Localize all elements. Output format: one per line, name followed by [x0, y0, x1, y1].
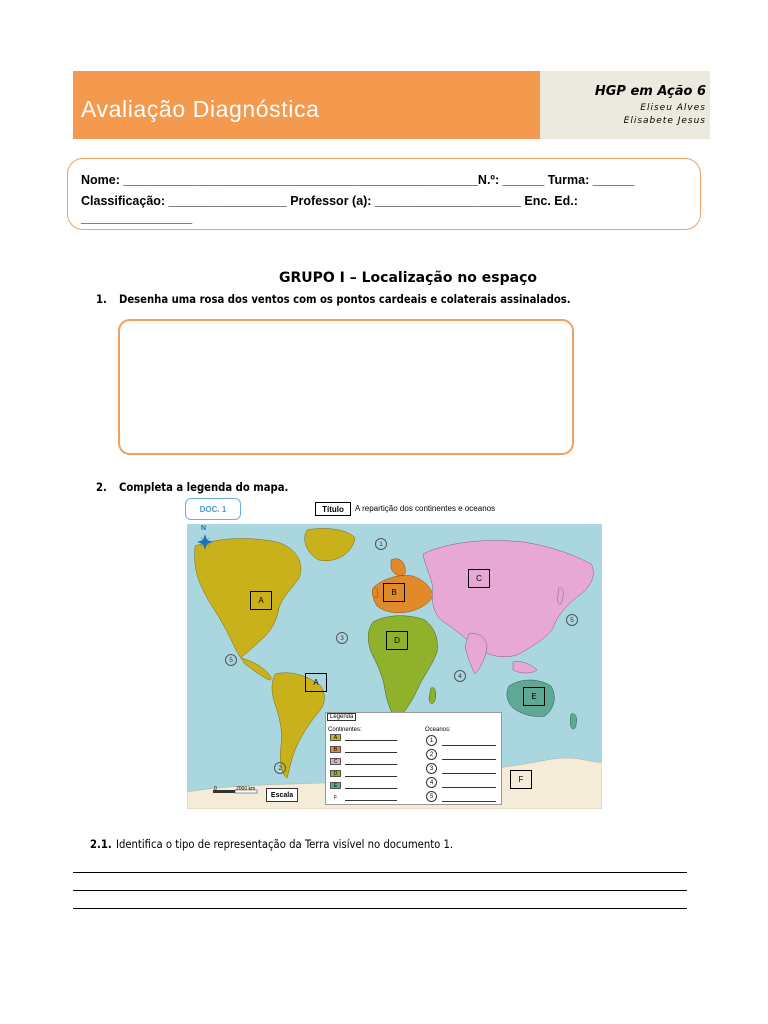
legend-answer-e[interactable]: [345, 788, 397, 789]
legend-swatch-f: F: [330, 794, 341, 801]
group-title: GRUPO I – Localização no espaço: [278, 270, 538, 286]
legend-swatch-c: C: [330, 758, 341, 765]
legend-ocean-2: 2: [426, 749, 437, 760]
legend-swatch-a: A: [330, 734, 341, 741]
answer-line-3[interactable]: [73, 908, 687, 909]
ocean-circle-4: 4: [454, 670, 466, 682]
answer-line-1[interactable]: [73, 872, 687, 873]
legend-answer-a[interactable]: [345, 740, 397, 741]
map-title: A repartição dos continentes e oceanos: [355, 504, 496, 513]
q2-text: Completa a legenda do mapa.: [119, 481, 289, 494]
legend-answer-c[interactable]: [345, 764, 397, 765]
legend-ocean-4: 4: [426, 777, 437, 788]
legend-answer-ocean-4[interactable]: [442, 787, 496, 788]
book-brand: HGP em Ação 6: [594, 84, 706, 99]
id-line-class[interactable]: Classificação: _________________ Professor (a): _____________________ Enc. Ed.:: [81, 194, 578, 208]
legend-ocean-5: 5: [426, 791, 437, 802]
legend-oceans-heading: Oceanos:: [425, 727, 451, 733]
legend-answer-ocean-3[interactable]: [442, 773, 496, 774]
q2-1-text: Identifica o tipo de representação da Terra visível no documento 1.: [116, 838, 454, 851]
id-line-guardian[interactable]: ________________: [81, 211, 193, 225]
continent-box-d[interactable]: D: [386, 631, 408, 650]
continent-box-f[interactable]: F: [510, 770, 532, 789]
legend-swatch-b: B: [330, 746, 341, 753]
continent-box-a-north[interactable]: A: [250, 591, 272, 610]
legend-answer-b[interactable]: [345, 752, 397, 753]
ocean-circle-3: 3: [336, 632, 348, 644]
legend-continents-heading: Continentes:: [328, 727, 362, 733]
new-zealand-shape: [570, 714, 576, 729]
q2-number: 2.: [96, 481, 107, 494]
continent-box-b[interactable]: B: [383, 583, 405, 602]
scale-zero: 0: [214, 786, 217, 792]
q1-number: 1.: [96, 293, 107, 306]
continent-box-e[interactable]: E: [523, 687, 545, 706]
legend-swatch-d: D: [330, 770, 341, 777]
doc-label: DOC. 1: [185, 498, 241, 520]
legend-answer-ocean-1[interactable]: [442, 745, 496, 746]
q1-text: Desenha uma rosa dos ventos com os pontos cardeais e colaterais assinalados.: [119, 293, 571, 306]
page-title: Avaliação Diagnóstica: [81, 96, 320, 122]
legend-ocean-3: 3: [426, 763, 437, 774]
legend-answer-ocean-2[interactable]: [442, 759, 496, 760]
compass-rose-answer-box[interactable]: [118, 319, 574, 455]
compass-n-label: N: [201, 525, 207, 532]
scale-km: 2000 km: [236, 786, 256, 792]
legend-title: Legenda: [327, 713, 356, 721]
q2-1-number: 2.1.: [90, 838, 112, 851]
author-1: Eliseu Alves: [640, 103, 706, 113]
scale-label: Escala: [266, 788, 298, 802]
ocean-circle-2: 2: [274, 762, 286, 774]
continent-box-c[interactable]: C: [468, 569, 490, 588]
map-title-tag: Título: [315, 502, 351, 516]
ocean-circle-5-right: 5: [566, 614, 578, 626]
id-line-name[interactable]: Nome: ___________________________________________________N.º: ______ Turma: ______: [81, 173, 635, 187]
ocean-circle-1: 1: [375, 538, 387, 550]
ocean-circle-5-left: 5: [225, 654, 237, 666]
legend-swatch-e: E: [330, 782, 341, 789]
legend-ocean-1: 1: [426, 735, 437, 746]
legend-answer-d[interactable]: [345, 776, 397, 777]
legend-answer-ocean-5[interactable]: [442, 801, 496, 802]
continent-box-a-south[interactable]: A: [305, 673, 327, 692]
author-2: Elisabete Jesus: [623, 116, 706, 126]
legend-answer-f[interactable]: [345, 800, 397, 801]
answer-line-2[interactable]: [73, 890, 687, 891]
